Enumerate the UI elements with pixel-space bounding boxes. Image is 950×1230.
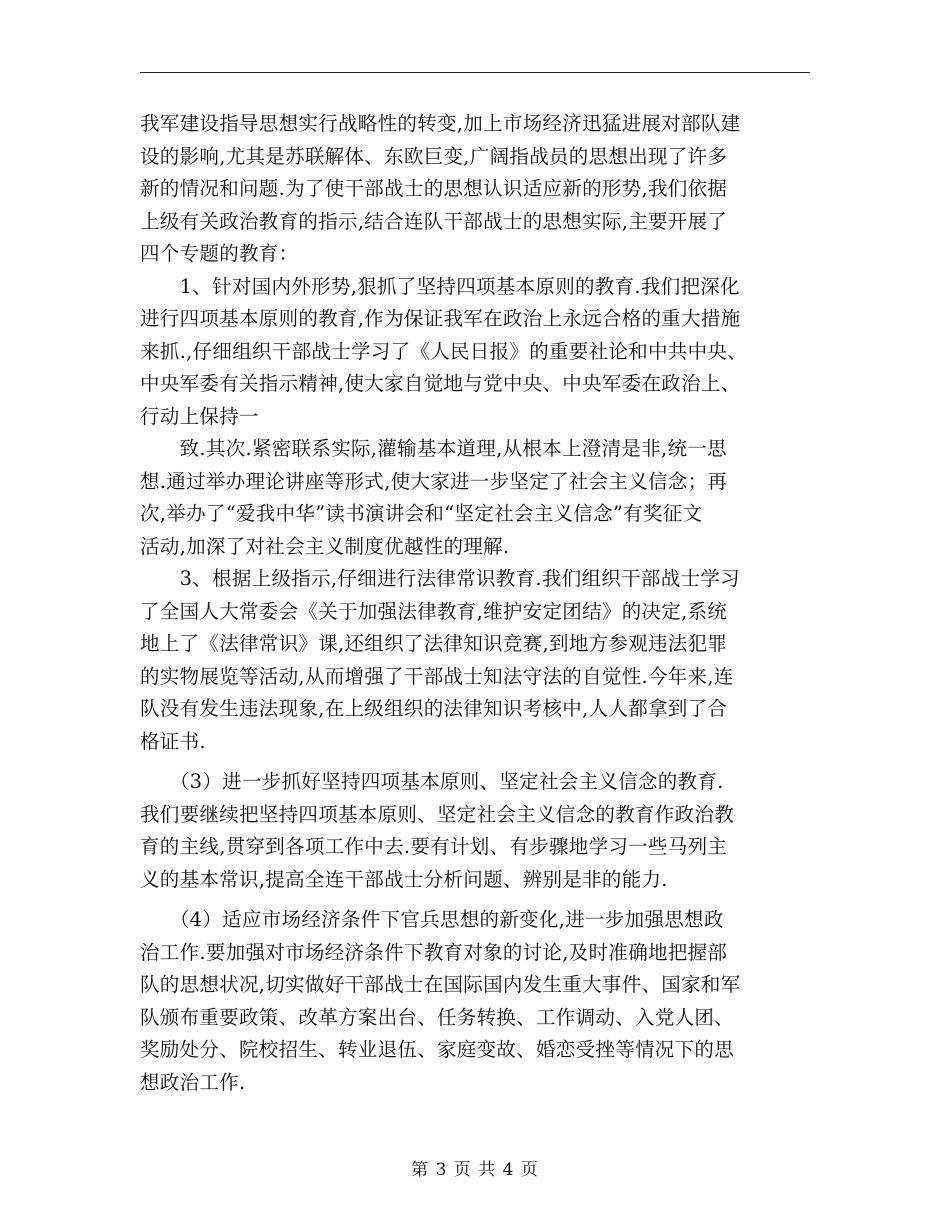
paragraph-spacer [140,758,820,766]
paragraph-2 [140,271,820,434]
text-line: 中央军委有关指示精神,使大家自觉地与党中央、中央军委在政治上、 [140,372,741,395]
text-line: （4）适应市场经济条件下官兵思想的新变化,进一步加强思想政 [140,908,724,931]
text-line: 进行四项基本原则的教育,作为保证我军在政治上永远合格的重大措施 [140,307,741,330]
text-line: 队的思想状况,切实做好干部战士在国际国内发生重大事件、国家和军 [140,973,741,996]
text-line: 的实物展览等活动,从而增强了干部战士知法守法的自觉性.今年来,连 [140,664,734,688]
page-number: 第 3 页 共 4 页 [411,1160,539,1180]
text-line: 我军建设指导思想实行战略性的转变,加上市场经济迅猛进展对部队建 [140,112,741,135]
text-line: 设的影响,尤其是苏联解体、东欧巨变,广阔指战员的思想出现了许多 [140,144,728,168]
text-line: 新的情况和问题.为了使干部战士的思想认识适应新的形势,我们依据 [140,177,728,200]
text-line: （3）进一步抓好坚持四项基本原则、坚定社会主义信念的教育. [140,770,724,793]
text-line: 上级有关政治教育的指示,结合连队干部战士的思想实际,主要开展了 [140,209,728,233]
paragraph-4 [140,563,820,758]
text-line: 行动上保持一 [140,404,259,428]
paragraph-6 [140,904,820,1099]
text-line: 治工作.要加强对市场经济条件下教育对象的讨论,及时准确地把握部 [140,940,728,964]
text-line: 次,举办了“爱我中华”读书演讲会和“坚定社会主义信念”有奖征文 [140,502,703,525]
paragraph-5 [140,766,820,896]
paragraph-1 [140,108,820,271]
paragraph-3 [140,433,820,563]
paragraph-spacer [140,896,820,904]
text-line: 队没有发生违法现象,在上级组织的法律知识考核中,人人都拿到了合 [140,697,728,720]
text-line: 了全国人大常委会《关于加强法律教育,维护安定团结》的决定,系统 [140,599,728,623]
text-line: 活动,加深了对社会主义制度优越性的理解. [140,534,510,558]
text-line: 想.通过举办理论讲座等形式,使大家进一步坚定了社会主义信念；再 [140,469,728,493]
text-line: 育的主线,贯穿到各项工作中去.要有计划、有步骤地学习一些马列主 [140,835,728,858]
text-line: 我们要继续把坚持四项基本原则、坚定社会主义信念的教育作政治教 [140,802,735,826]
text-line: 1、针对国内外形势,狠抓了坚持四项基本原则的教育.我们把深化 [140,274,740,298]
text-line: 四个专题的教育： [140,242,299,265]
text-line: 3、根据上级指示,仔细进行法律常识教育.我们组织干部战士学习 [140,567,740,590]
text-line: 地上了《法律常识》课,还组织了法律知识竞赛,到地方参观违法犯罪 [140,632,728,655]
text-line: 奖励处分、院校招生、转业退伍、家庭变故、婚恋受挫等情况下的思 [140,1038,735,1061]
text-line: 致.其次.紧密联系实际,灌输基本道理,从根本上澄清是非,统一思 [140,437,727,460]
text-line: 格证书. [140,729,206,753]
text-line: 想政治工作. [140,1070,246,1094]
text-line: 队颁布重要政策、改革方案出台、任务转换、工作调动、入党人团、 [140,1005,735,1029]
text-line: 义的基本常识,提高全连干部战士分析问题、辨别是非的能力. [140,867,668,891]
document-body [140,108,820,1099]
header-rule [140,72,810,73]
text-line: 来抓.,仔细组织干部战士学习了《人民日报》的重要社论和中共中央、 [140,339,747,363]
